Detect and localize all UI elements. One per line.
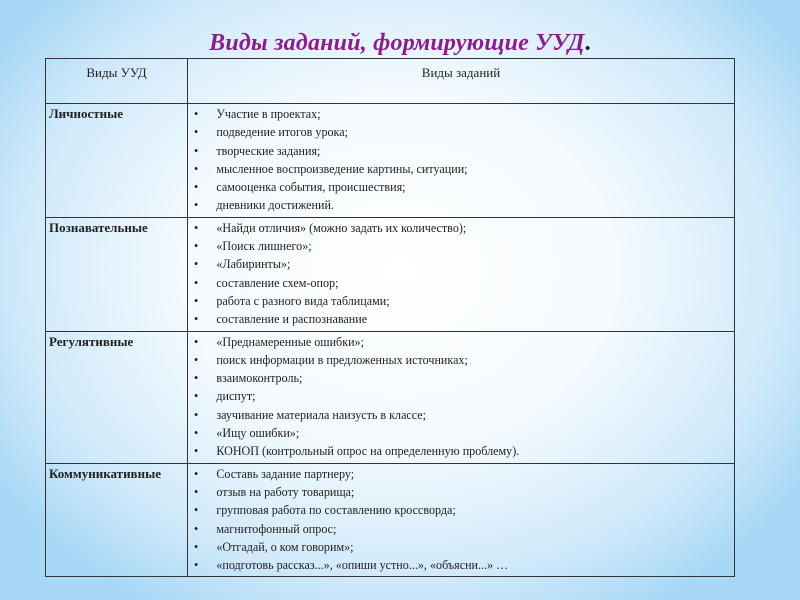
task-text: «Ищу ошибки»; xyxy=(216,425,300,441)
task-list xyxy=(188,104,734,217)
table-row xyxy=(46,331,735,463)
task-text: творческие задания; xyxy=(216,142,321,158)
list-item xyxy=(194,196,696,214)
bullet-icon: • xyxy=(194,465,199,481)
slide-title xyxy=(0,30,800,57)
bullet-icon: • xyxy=(194,557,199,573)
bullet-icon: • xyxy=(194,197,199,213)
header-task-types: Виды заданий xyxy=(188,59,735,104)
task-list-cell xyxy=(188,104,735,218)
list-item xyxy=(194,142,696,160)
bullet-icon: • xyxy=(194,106,199,121)
task-text: «Лабиринты»; xyxy=(216,256,291,272)
bullet-icon: • xyxy=(194,274,199,290)
task-text: работа с разного вида таблицами; xyxy=(216,292,390,308)
task-text: составление схем-опор; xyxy=(216,274,339,290)
list-item xyxy=(194,219,696,237)
list-item xyxy=(194,105,696,123)
uud-kind: Познавательные xyxy=(46,217,188,331)
list-item xyxy=(194,237,696,255)
list-item xyxy=(194,424,696,442)
task-text: диспут; xyxy=(216,388,256,404)
table-row xyxy=(46,104,735,218)
list-item xyxy=(194,123,696,141)
task-text: «подготовь рассказ...», «опиши устно...», «объясни...» … xyxy=(216,557,509,573)
task-list-cell xyxy=(188,217,735,331)
bullet-icon: • xyxy=(194,333,199,349)
list-item xyxy=(194,351,696,369)
list-item xyxy=(194,538,696,556)
bullet-icon: • xyxy=(194,292,199,308)
bullet-icon: • xyxy=(194,483,199,499)
task-text: мысленное воспроизведение картины, ситуации; xyxy=(216,160,468,176)
task-text: КОНОП (контрольный опрос на определенную проблему). xyxy=(216,443,520,459)
bullet-icon: • xyxy=(194,142,199,158)
task-text: взаимоконтроль; xyxy=(216,370,303,386)
list-item xyxy=(194,178,696,196)
table-row xyxy=(46,463,735,577)
task-text: «Преднамеренные ошибки»; xyxy=(216,333,364,349)
task-list xyxy=(188,332,734,463)
list-item xyxy=(194,292,696,310)
task-text: групповая работа по составлению кроссворда; xyxy=(216,502,456,518)
bullet-icon: • xyxy=(194,219,199,235)
uud-kind: Регулятивные xyxy=(46,331,188,463)
task-text: Составь задание партнеру; xyxy=(216,465,355,481)
header-uud-types: Виды УУД xyxy=(46,59,188,104)
task-list-cell xyxy=(188,463,735,577)
list-item xyxy=(194,406,696,424)
bullet-icon: • xyxy=(194,351,199,367)
bullet-icon: • xyxy=(194,124,199,140)
bullet-icon: • xyxy=(194,502,199,518)
uud-kind: Коммуникативные xyxy=(46,463,188,577)
task-text: «Отгадай, о ком говорим»; xyxy=(216,538,354,554)
bullet-icon: • xyxy=(194,538,199,554)
bullet-icon: • xyxy=(194,238,199,254)
list-item xyxy=(194,501,696,519)
list-item xyxy=(194,160,696,178)
list-item xyxy=(194,310,696,328)
task-text: дневники достижений. xyxy=(216,197,334,213)
title-dot: . xyxy=(584,30,591,56)
task-text: составление и распознавание xyxy=(216,311,368,327)
bullet-icon: • xyxy=(194,160,199,176)
task-text: поиск информации в предложенных источниках; xyxy=(216,351,468,367)
task-text: «Поиск лишнего»; xyxy=(216,238,312,254)
bullet-icon: • xyxy=(194,179,199,195)
task-list-cell xyxy=(188,331,735,463)
bullet-icon: • xyxy=(194,370,199,386)
uud-table xyxy=(45,58,735,577)
bullet-icon: • xyxy=(194,443,199,459)
list-item xyxy=(194,274,696,292)
bullet-icon: • xyxy=(194,406,199,422)
task-text: «Найди отличия» (можно задать их количество); xyxy=(216,219,467,235)
table-row xyxy=(46,217,735,331)
list-item xyxy=(194,442,696,460)
bullet-icon: • xyxy=(194,388,199,404)
list-item xyxy=(194,556,696,574)
task-list xyxy=(188,218,734,331)
bullet-icon: • xyxy=(194,520,199,536)
list-item xyxy=(194,483,696,501)
bullet-icon: • xyxy=(194,256,199,272)
list-item xyxy=(194,465,696,483)
task-text: подведение итогов урока; xyxy=(216,124,348,140)
list-item xyxy=(194,387,696,405)
task-list xyxy=(188,464,734,577)
list-item xyxy=(194,333,696,351)
task-text: Участие в проектах; xyxy=(216,106,321,121)
bullet-icon: • xyxy=(194,311,199,327)
uud-kind: Личностные xyxy=(46,104,188,218)
task-text: заучивание материала наизусть в классе; xyxy=(216,406,427,422)
table-header-row xyxy=(46,59,735,104)
title-text: Виды заданий, формирующие УУД xyxy=(209,30,585,56)
task-text: магнитофонный опрос; xyxy=(216,520,337,536)
list-item xyxy=(194,369,696,387)
list-item xyxy=(194,255,696,273)
task-text: отзыв на работу товарища; xyxy=(216,483,355,499)
task-text: самооценка события, происшествия; xyxy=(216,179,406,195)
bullet-icon: • xyxy=(194,425,199,441)
list-item xyxy=(194,520,696,538)
